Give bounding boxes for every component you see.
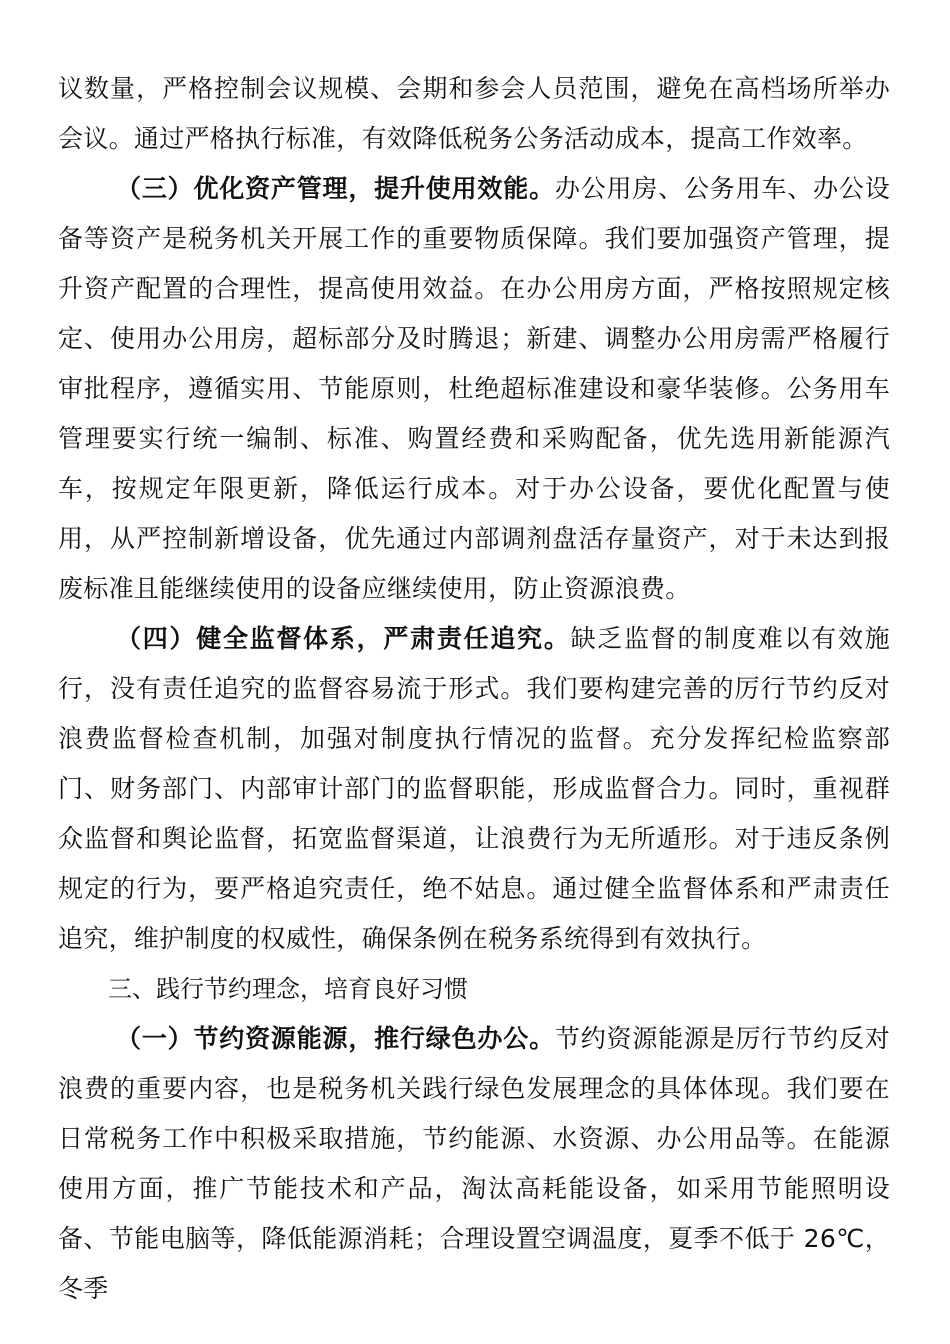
paragraph-heading: （四）健全监督体系，严肃责任追究。: [116, 624, 571, 653]
paragraph-asset-management: [58, 164, 890, 614]
paragraph-body: 节约资源能源是厉行节约反对浪费的重要内容，也是税务机关践行绿色发展理念的具体体现。我们要在日常税务工作中积极采取措施，节约能源、水资源、办公用品等。在能源使用方面，推广节能技术和产品，淘汰高耗能设备，如采用节能照明设备、节能电脑等，降低能源消耗；合理设置空调温度，夏季不低于 26℃，冬季: [58, 1024, 890, 1303]
paragraph-continuation: 议数量，严格控制会议规模、会期和参会人员范围，避免在高档场所举办会议。通过严格执行标准，有效降低税务公务活动成本，提高工作效率。: [58, 74, 890, 153]
section-title: 三、践行节约理念，培育良好习惯: [108, 975, 468, 1003]
paragraph-body: 办公用房、公务用车、办公设备等资产是税务机关开展工作的重要物质保障。我们要加强资产管理，提升资产配置的合理性，提高使用效益。在办公用房方面，严格按照规定核定、使用办公用房，超标部分及时腾退；新建、调整办公用房需严格履行审批程序，遵循实用、节能原则，杜绝超标准建设和豪华装修。公务用车管理要实行统一编制、标准、购置经费和采购配备，优先选用新能源汽车，按规定年限更新，降低运行成本。对于办公设备，要优化配置与使用，从严控制新增设备，优先通过内部调剂盘活存量资产，对于未达到报废标准且能继续使用的设备应继续使用，防止资源浪费。: [58, 174, 890, 603]
paragraph-heading: （一）节约资源能源，推行绿色办公。: [116, 1024, 555, 1053]
paragraph-body: 缺乏监督的制度难以有效施行，没有责任追究的监督容易流于形式。我们要构建完善的厉行节约反对浪费监督检查机制，加强对制度执行情况的监督。充分发挥纪检监察部门、财务部门、内部审计部门的监督职能，形成监督合力。同时，重视群众监督和舆论监督，拓宽监督渠道，让浪费行为无所遁形。对于违反条例规定的行为，要严格追究责任，绝不姑息。通过健全监督体系和严肃责任追究，维护制度的权威性，确保条例在税务系统得到有效执行。: [58, 624, 890, 953]
paragraph-green-office: [58, 1014, 890, 1314]
paragraph-heading: （三）优化资产管理，提升使用效能。: [116, 174, 555, 203]
paragraph-supervision: [58, 614, 890, 964]
